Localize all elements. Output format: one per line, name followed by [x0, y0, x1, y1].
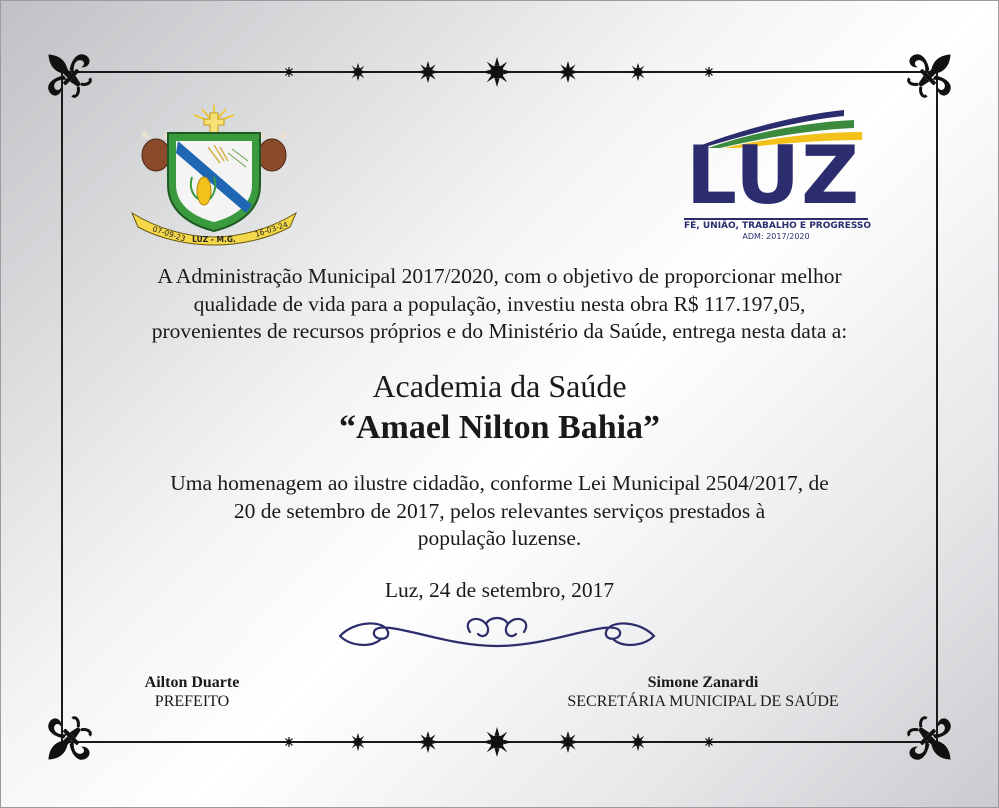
luz-logo-adm: ADM: 2017/2020 [742, 232, 810, 241]
homage-paragraph [0, 470, 999, 553]
homage-line: população luzense. [417, 526, 582, 550]
signature-mayor [112, 673, 272, 711]
intro-paragraph [0, 263, 999, 346]
honoree-name: “Amael Nilton Bahia” [338, 409, 661, 446]
crest-ribbon-left: 07-09-23 [151, 224, 187, 244]
luz-logo-slogan: FÉ, UNIÃO, TRABALHO E PROGRESSO [684, 218, 868, 231]
homage-line: Uma homenagem ao ilustre cidadão, conforme Lei Municipal 2504/2017, de [170, 471, 829, 495]
luz-administration-logo [684, 108, 874, 248]
signature-name: Ailton Duarte [144, 674, 240, 691]
luz-logo-word: LUZ [686, 129, 861, 222]
signature-role: PREFEITO [154, 693, 230, 710]
signature-name: Simone Zanardi [647, 674, 759, 691]
signature-secretary [520, 673, 886, 711]
signature-role: SECRETÁRIA MUNICIPAL DE SAÚDE [567, 693, 839, 710]
plaque-title: Academia da Saúde [372, 368, 627, 404]
intro-line: A Administração Municipal 2017/2020, com o objetivo de proporcionar melhor [157, 264, 842, 288]
homage-line: 20 de setembro de 2017, pelos relevantes serviços prestados à [233, 498, 766, 523]
date-line: Luz, 24 de setembro, 2017 [384, 578, 615, 602]
coat-of-arms-logo [128, 103, 300, 247]
crest-ribbon-center: LUZ - M.G. [192, 235, 236, 244]
flourish-icon [340, 618, 654, 646]
intro-line: provenientes de recursos próprios e do Ministério da Saúde, entrega nesta data a: [151, 319, 848, 343]
crest-ribbon-right: 16-03-24 [253, 219, 289, 239]
intro-line: qualidade de vida para a população, investiu nesta obra R$ 117.197,05, [193, 291, 806, 316]
